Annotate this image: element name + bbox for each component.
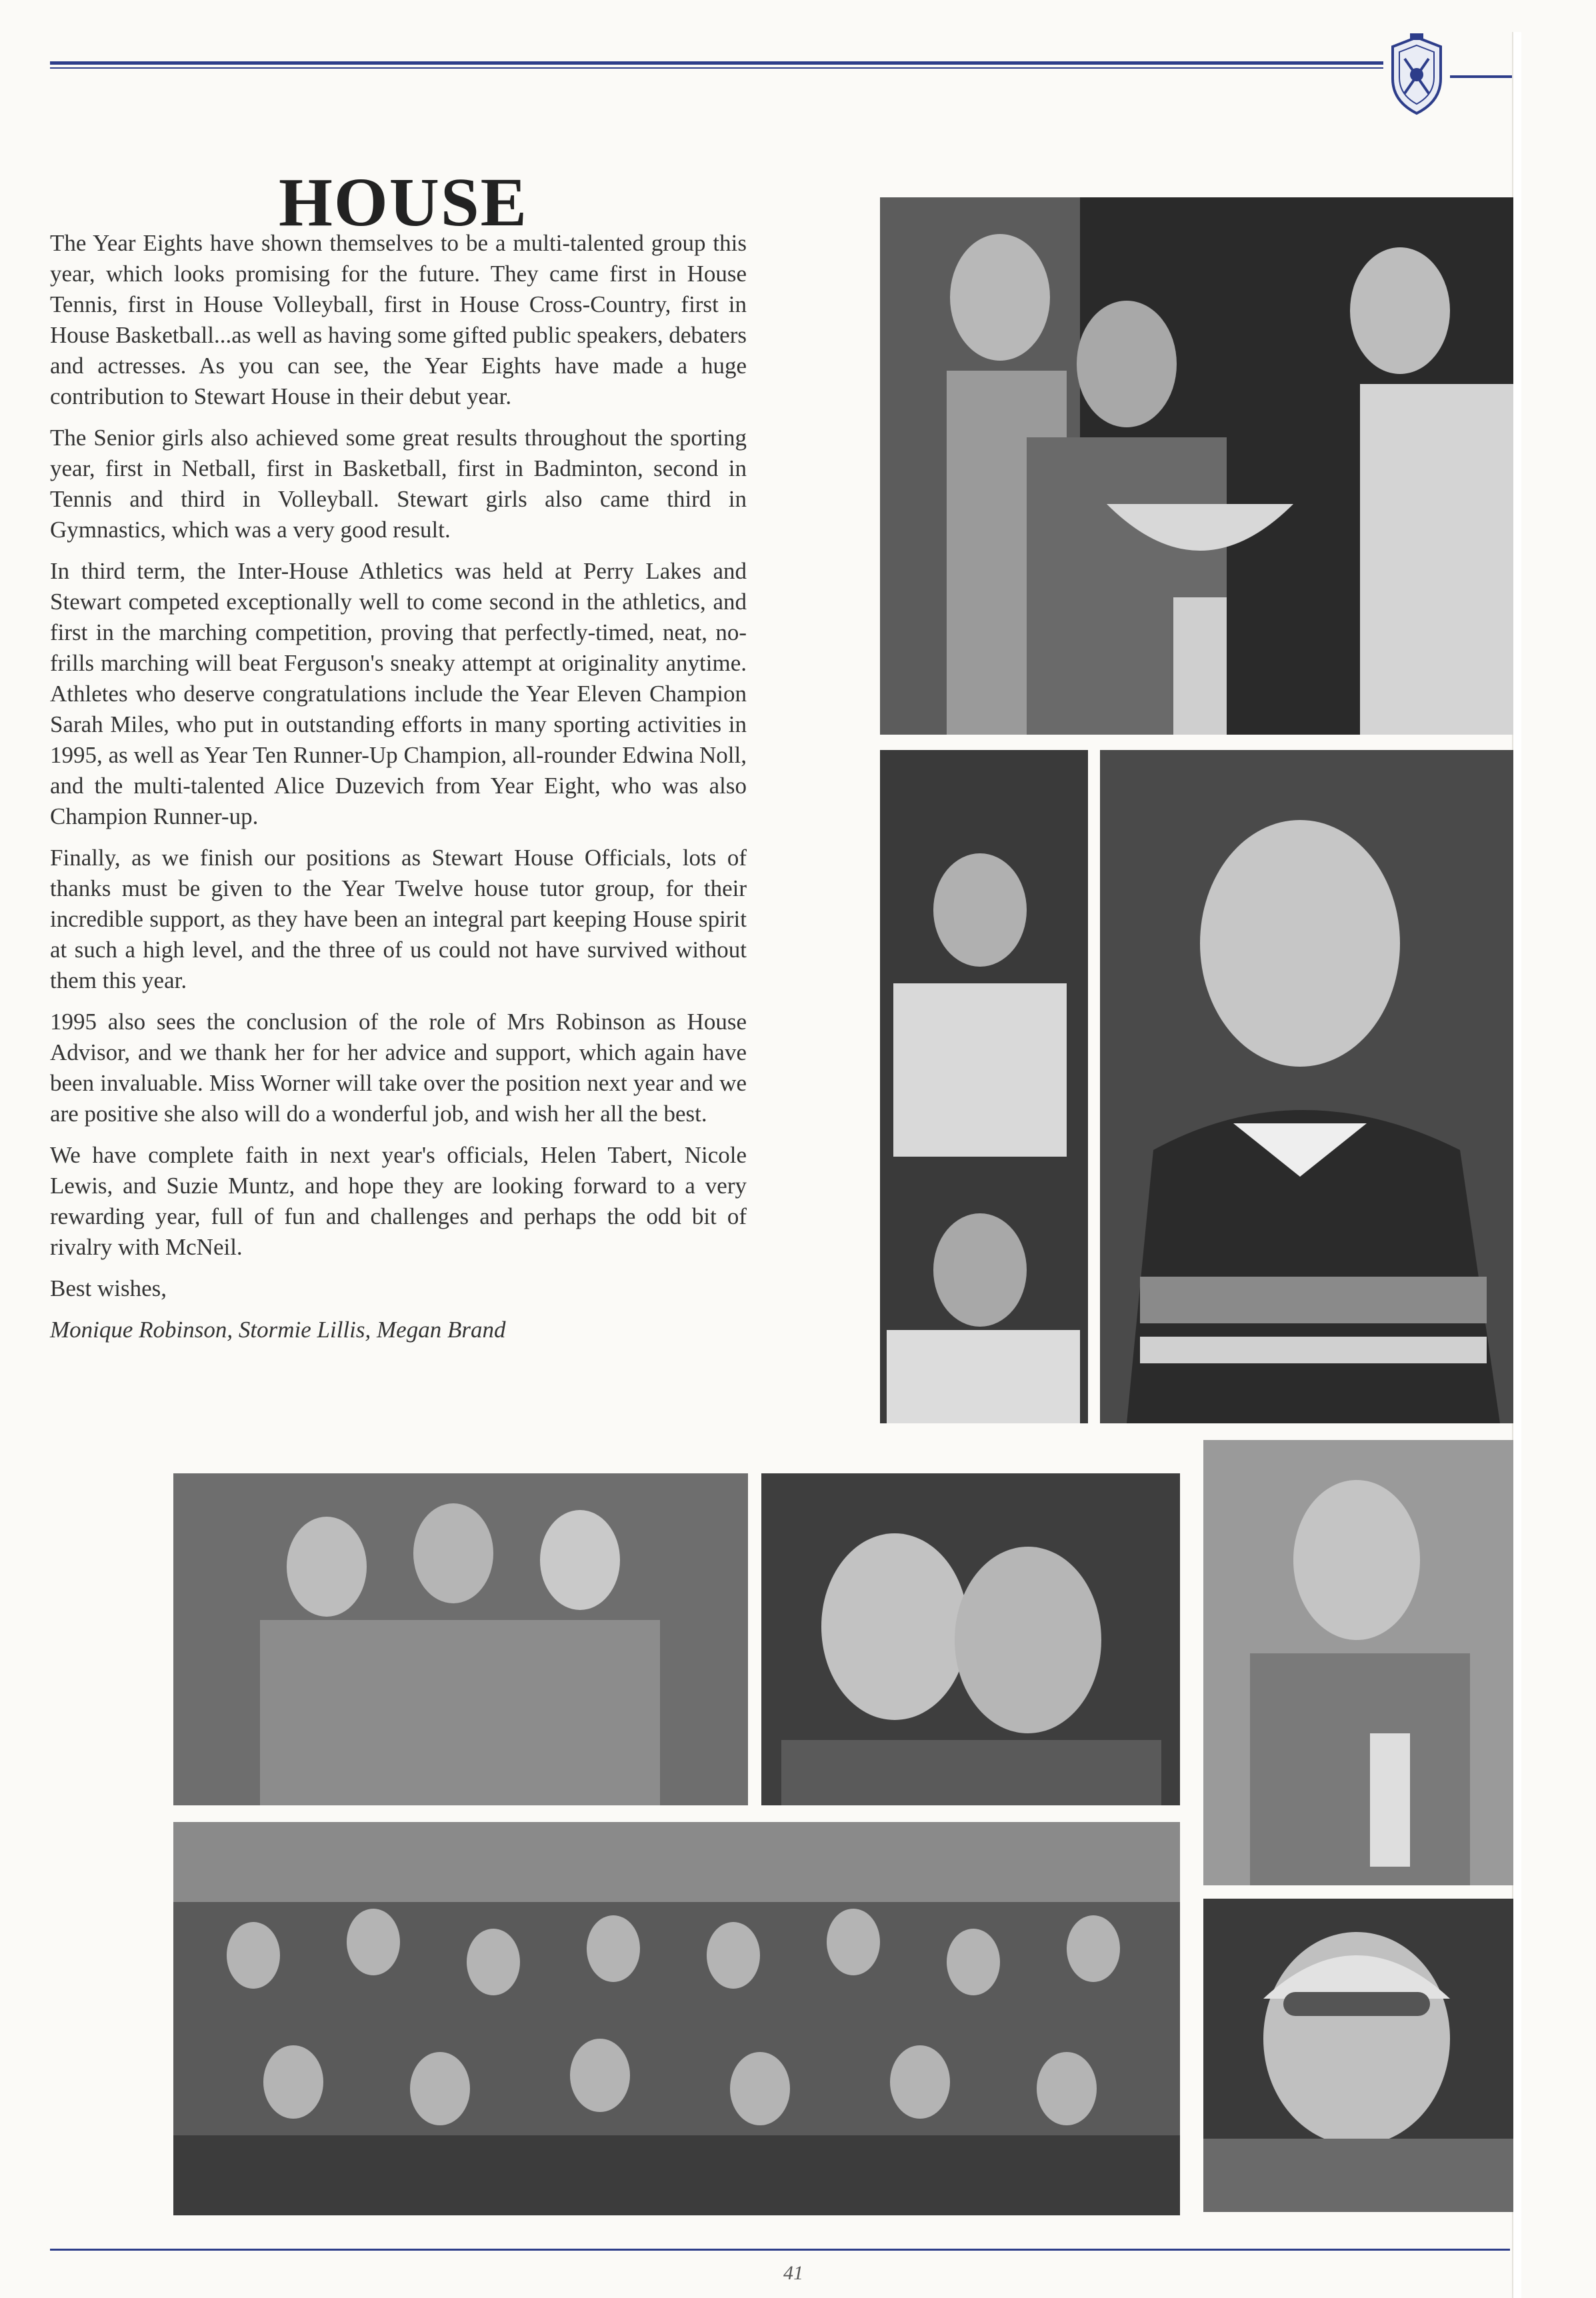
- footer-rule: [50, 2249, 1510, 2251]
- photo-swimmer: [1203, 1899, 1513, 2212]
- page-number: 41: [783, 2262, 803, 2284]
- paragraph: The Senior girls also achieved some great results throughout the sporting year, first in Netball, first in Basketball, first in Badminton, second in Tennis and third in Volleyball. Stewart girls also came third in Gymnastics, which was a very good result.: [50, 425, 747, 543]
- paragraph: In third term, the Inter-House Athletics was held at Perry Lakes and Stewart competed exceptionally well to come second in the athletics, and first in the marching competition, proving that perfectly-timed, neat, no-frills marching will beat Ferguson's sneaky attempt at originality anytime. Athletes who deserve congratulations include the Year Eleven Champion Sarah Miles, who put in outstanding efforts in many sporting activities in 1995, as well as Year Ten Runner-Up Champion, all-rounder Edwina Noll, and the multi-talented Alice Duzevich from Year Eight, who was also Champion Runner-up.: [50, 558, 747, 829]
- paragraph: Finally, as we finish our positions as Stewart House Officials, lots of thanks must be given to the Year Twelve house tutor group, for their incredible support, as they have been an integral part keeping House spirit at such a high level, and the three of us could not have survived without them this year.: [50, 845, 747, 993]
- photo-crowd-cheering: [173, 1822, 1180, 2215]
- header-rule: [50, 61, 1383, 69]
- photo-trophy-group: [880, 197, 1513, 735]
- header-rule-right: [1450, 75, 1517, 78]
- photo-smiling-girl-rugby-top: [1100, 750, 1513, 1423]
- photo-two-girls: [761, 1473, 1180, 1805]
- paragraph: The Year Eights have shown themselves to be a multi-talented group this year, which looks promising for the future. They came first in House Tennis, first in House Volleyball, first in House Cross-Country, first in House Basketball...as well as having some gifted public speakers, debaters and actresses. As you can see, the Year Eights have made a huge contribution to Stewart House in their debut year.: [50, 230, 747, 409]
- signature: Monique Robinson, Stormie Lillis, Megan Brand: [50, 1317, 506, 1343]
- photo-three-girls: [173, 1473, 748, 1805]
- paragraph: 1995 also sees the conclusion of the role of Mrs Robinson as House Advisor, and we thank her for her advice and support, which again have been invaluable. Miss Worner will take over the position next year and we are positive she also will do a wonderful job, and wish her all the best.: [50, 1009, 747, 1127]
- photo-marching-girls: [880, 750, 1088, 1423]
- photo-girl-drink-bottle: [1203, 1440, 1513, 1885]
- article-body: [50, 228, 747, 1356]
- school-crest-icon: [1383, 32, 1450, 117]
- closing: Best wishes,: [50, 1275, 167, 1301]
- page-edge: [1512, 32, 1521, 2298]
- paragraph: We have complete faith in next year's officials, Helen Tabert, Nicole Lewis, and Suzie Muntz, and hope they are looking forward to a very rewarding year, full of fun and challenges and perhaps the odd bit of rivalry with McNeil.: [50, 1142, 747, 1260]
- page-title: HOUSE: [278, 163, 529, 241]
